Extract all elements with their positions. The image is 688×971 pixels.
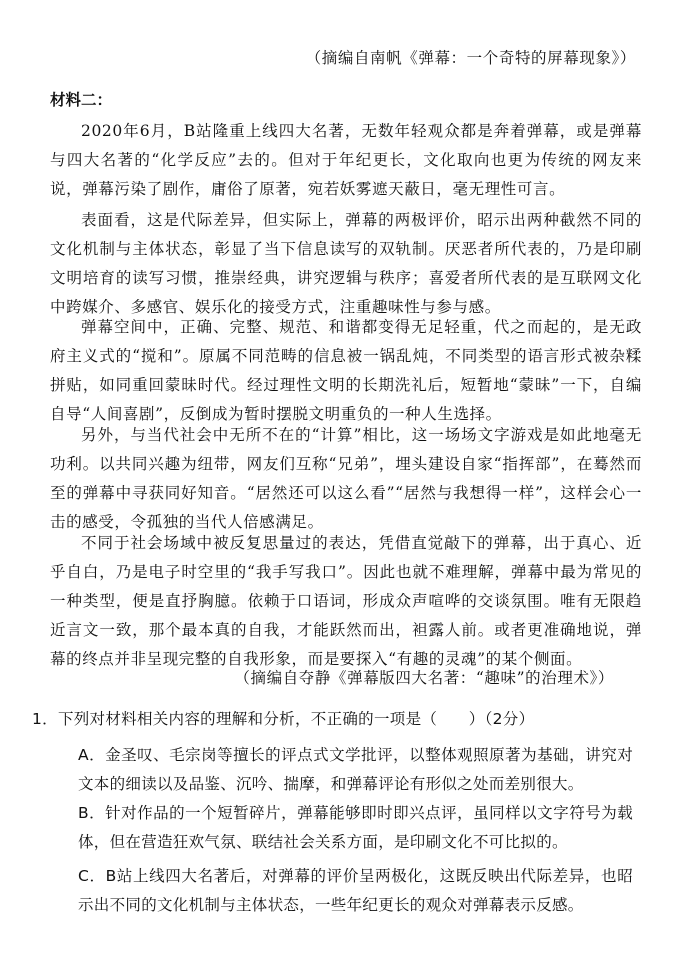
material1-source: （摘编自南帆《弹幕：一个奇特的屏幕现象》）	[305, 49, 636, 67]
material2-heading: 材料二：	[50, 91, 113, 109]
material2-paragraph-4: 另外，与当代社会中无所不在的“计算”相比，这一场场文字游戏是如此地毫无功利。以共同兴趣为纽带，网友们互称“兄弟”，埋头建设自家“指挥部”，在蓦然而至的弹幕中寻获同好知音。“居然还可以这么看”“居然与我想得一样”，这样会心一击的感受，令孤独的当代人倍感满足。	[50, 426, 642, 531]
material2-paragraph-5: 不同于社会场域中被反复思量过的表达，凭借直觉敲下的弹幕，出于真心、近乎自白，乃是电子时空里的“我手写我口”。因此也就不难理解，弹幕中最为常见的一种类型，便是直抒胸臆。依赖于口语词，形成众声喧哗的交谈氛围。唯有无限趋近言文一致，那个最本真的自我，才能跃然而出，袒露人前。或者更准确地说，弹幕的终点并非呈现完整的自我形象，而是要探入“有趣的灵魂”的某个侧面。	[50, 534, 642, 668]
material2-source: （摘编自夺静《弹幕版四大名著：“趣味”的治理术》）	[234, 669, 614, 687]
question-1-option-c: C．B站上线四大名著后，对弹幕的评价呈两极化，这既反映出代际差异，也昭示出不同的文化机制与主体状态，一些年纪更长的观众对弹幕表示反感。	[78, 867, 633, 914]
question-1-stem: 1．下列对材料相关内容的理解和分析，不正确的一项是（ ）（2分）	[32, 710, 535, 728]
question-1-option-a: A．金圣叹、毛宗岗等擅长的评点式文学批评，以整体观照原著为基础，讲究对文本的细读以及品鉴、沉吟、揣摩，和弹幕评论有形似之处而差别很大。	[78, 746, 633, 793]
material2-paragraph-1: 2020年6月，B站隆重上线四大名著，无数年轻观众都是奔着弹幕，或是弹幕与四大名著的“化学反应”去的。但对于年纪更长，文化取向也更为传统的网友来说，弹幕污染了剧作，庸俗了原著，宛若妖雾遮天蔽日，毫无理性可言。	[50, 122, 642, 198]
material2-paragraph-2: 表面看，这是代际差异，但实际上，弹幕的两极评价，昭示出两种截然不同的文化机制与主体状态，彰显了当下信息读写的双轨制。厌恶者所代表的，乃是印刷文明培育的读写习惯，推崇经典，讲究逻辑与秩序；喜爱者所代表的是互联网文化中跨媒介、多感官、娱乐化的接受方式，注重趣味性与参与感。	[50, 211, 642, 316]
material2-paragraph-3: 弹幕空间中，正确、完整、规范、和谐都变得无足轻重，代之而起的，是无政府主义式的“搅和”。原属不同范畴的信息被一锅乱炖，不同类型的语言形式被杂糅拼贴，如同重回蒙昧时代。经过理性文明的长期洗礼后，短暂地“蒙昧”一下，自编自导“人间喜剧”，反倒成为暂时摆脱文明重负的一种人生选择。	[50, 318, 642, 423]
question-1-option-b: B．针对作品的一个短暂碎片，弹幕能够即时即兴点评，虽同样以文字符号为载体，但在营造狂欢气氛、联结社会关系方面，是印刷文化不可比拟的。	[78, 804, 633, 851]
